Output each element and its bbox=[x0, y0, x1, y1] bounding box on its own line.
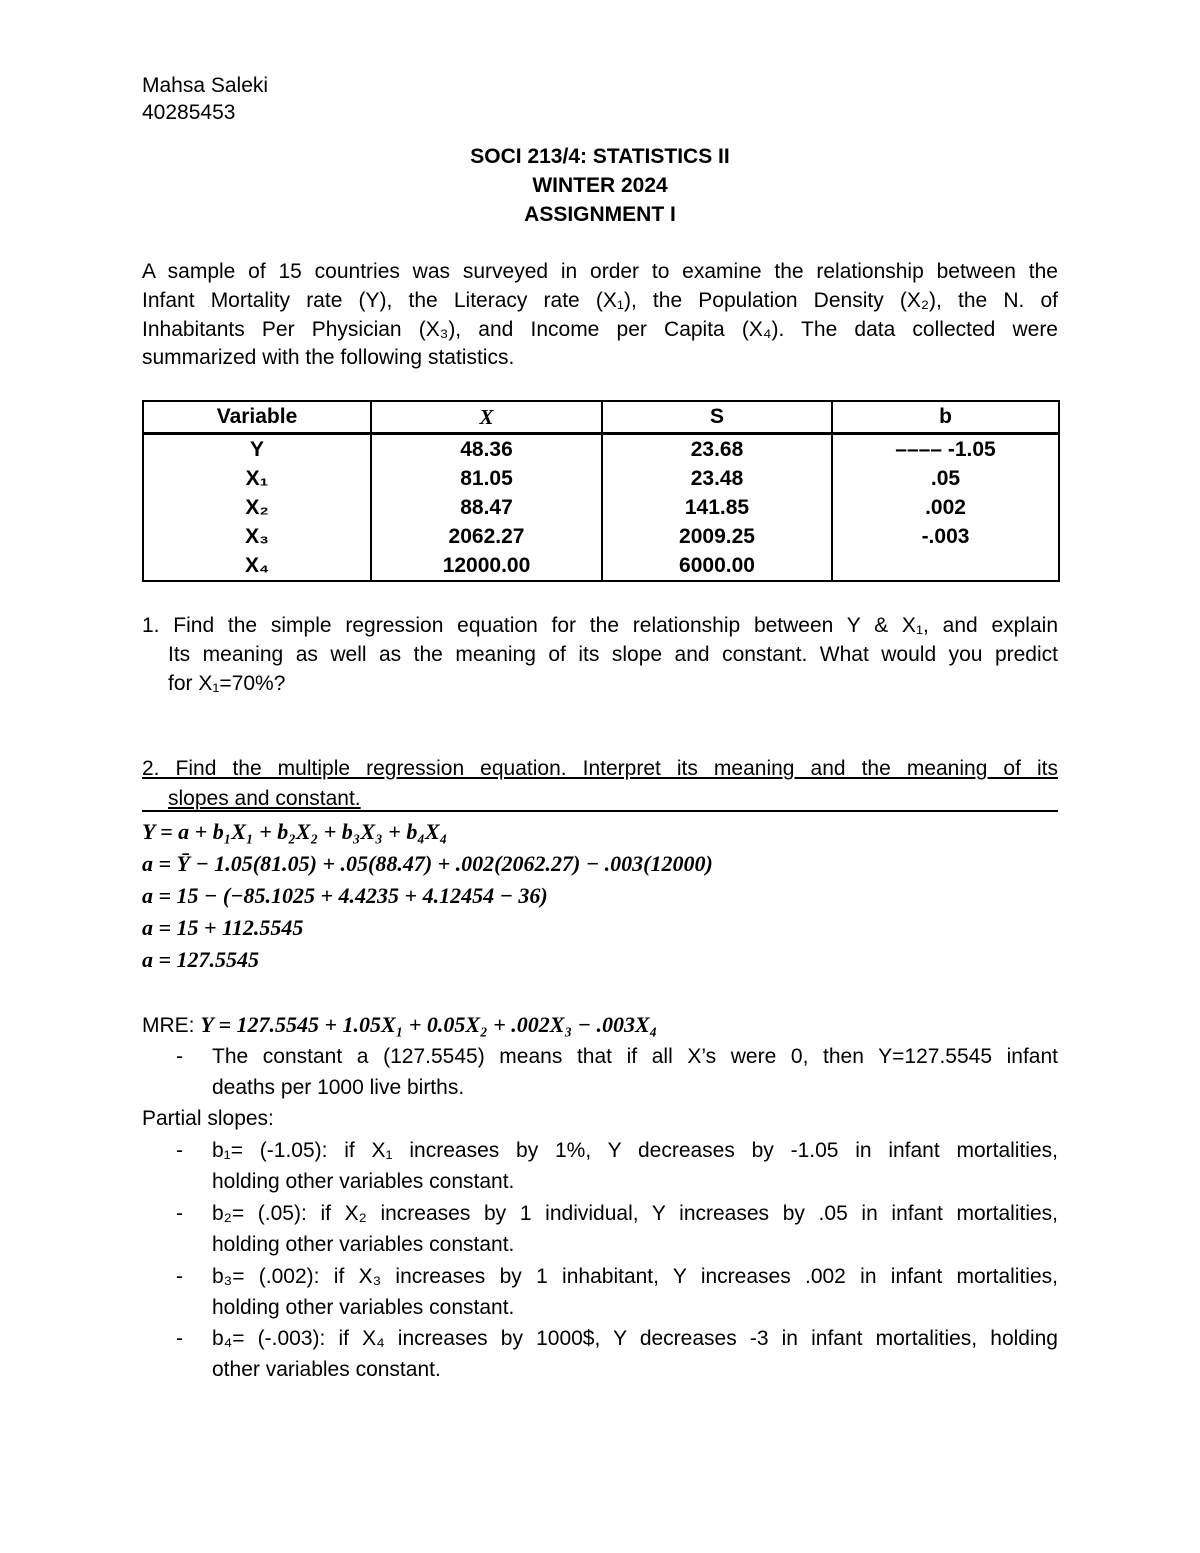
partial-slopes-heading: Partial slopes: bbox=[142, 1107, 274, 1130]
header-variable: Variable bbox=[143, 401, 371, 434]
table-row bbox=[143, 551, 1059, 581]
mre-line bbox=[142, 1011, 657, 1040]
term-title: WINTER 2024 bbox=[532, 174, 668, 197]
author-name: Mahsa Saleki bbox=[142, 74, 269, 97]
cell-mean: 81.05 bbox=[371, 464, 602, 493]
mre-equation: Y = 127.5545 + 1.05X₁ + 0.05X₂ + .002X₃ − .003X₄ bbox=[200, 1012, 658, 1037]
equation-a-step-2: a = 15 − (−85.1025 + 4.4235 + 4.12454 − 36) bbox=[142, 883, 548, 908]
cell-mean: 12000.00 bbox=[371, 551, 602, 581]
cell-slope: –––– -1.05 bbox=[832, 434, 1059, 465]
header-sd: S bbox=[602, 401, 832, 434]
cell-variable: X₂ bbox=[143, 493, 371, 522]
question-2-line-2 bbox=[168, 785, 361, 813]
q2-line-2-text: slopes and constant. bbox=[168, 787, 361, 810]
cell-variable: X₄ bbox=[143, 551, 371, 581]
intro-line-4: summarized with the following statistics. bbox=[142, 346, 515, 369]
table-row bbox=[143, 522, 1059, 551]
cell-mean: 2062.27 bbox=[371, 522, 602, 551]
cell-sd: 23.48 bbox=[602, 464, 832, 493]
constant-line-2: deaths per 1000 live births. bbox=[212, 1076, 465, 1099]
intro-line-1: A sample of 15 countries was surveyed in order to examine the relationship between the bbox=[142, 260, 1058, 283]
b2-line-1: b₂= (.05): if X₂ increases by 1 individual, Y increases by .05 in infant mortalities, bbox=[212, 1202, 1058, 1225]
equation-a-step-1: a = Ȳ − 1.05(81.05) + .05(88.47) + .002(2062.27) − .003(12000) bbox=[142, 851, 713, 876]
table-header-row bbox=[143, 401, 1059, 434]
underline-rule bbox=[142, 810, 1058, 812]
equation-a-result: a = 127.5545 bbox=[142, 947, 260, 972]
table-row bbox=[143, 434, 1059, 465]
question-1-line-3: for X₁=70%? bbox=[168, 672, 286, 695]
bullet-dash: - bbox=[176, 1202, 183, 1225]
bullet-dash: - bbox=[176, 1045, 183, 1068]
intro-line-3: Inhabitants Per Physician (X₃), and Income per Capita (X₄). The data collected were bbox=[142, 318, 1058, 341]
bullet-dash: - bbox=[176, 1265, 183, 1288]
header-mean: X bbox=[371, 401, 602, 434]
equation-general: Y = a + b₁X₁ + b₂X₂ + b₃X₃ + b₄X₄ bbox=[142, 819, 448, 844]
cell-mean: 48.36 bbox=[371, 434, 602, 465]
cell-slope: .002 bbox=[832, 493, 1059, 522]
b2-line-2: holding other variables constant. bbox=[212, 1233, 515, 1256]
bullet-dash: - bbox=[176, 1139, 183, 1162]
cell-slope bbox=[832, 551, 1059, 581]
b1-line-2: holding other variables constant. bbox=[212, 1170, 515, 1193]
constant-line-1: The constant a (127.5545) means that if all X’s were 0, then Y=127.5545 infant bbox=[212, 1045, 1058, 1068]
question-2-line-1 bbox=[142, 755, 1058, 783]
b3-line-1: b₃= (.002): if X₃ increases by 1 inhabitant, Y increases .002 in infant mortalities, bbox=[212, 1265, 1058, 1288]
cell-sd: 23.68 bbox=[602, 434, 832, 465]
intro-line-2: Infant Mortality rate (Y), the Literacy rate (X₁), the Population Density (X₂), the N. of bbox=[142, 289, 1058, 312]
header-slope: b bbox=[832, 401, 1059, 434]
cell-variable: X₃ bbox=[143, 522, 371, 551]
q2-line-1-text: 2. Find the multiple regression equation. Interpret its meaning and the meaning of its bbox=[142, 757, 1058, 780]
b4-line-1: b₄= (-.003): if X₄ increases by 1000$, Y decreases -3 in infant mortalities, holding bbox=[212, 1327, 1058, 1350]
b3-line-2: holding other variables constant. bbox=[212, 1296, 515, 1319]
b1-line-1: b₁= (-1.05): if X₁ increases by 1%, Y decreases by -1.05 in infant mortalities, bbox=[212, 1139, 1058, 1162]
table-row bbox=[143, 493, 1059, 522]
cell-variable: Y bbox=[143, 434, 371, 465]
course-title: SOCI 213/4: STATISTICS II bbox=[470, 145, 730, 168]
bullet-dash: - bbox=[176, 1327, 183, 1350]
assignment-title: ASSIGNMENT I bbox=[524, 203, 676, 226]
cell-slope: .05 bbox=[832, 464, 1059, 493]
mre-label: MRE: bbox=[142, 1014, 201, 1037]
statistics-table bbox=[142, 400, 1060, 582]
cell-sd: 2009.25 bbox=[602, 522, 832, 551]
question-1-line-2: Its meaning as well as the meaning of its slope and constant. What would you predict bbox=[168, 643, 1058, 666]
equation-a-step-3: a = 15 + 112.5545 bbox=[142, 915, 304, 940]
cell-variable: X₁ bbox=[143, 464, 371, 493]
cell-sd: 141.85 bbox=[602, 493, 832, 522]
table-row bbox=[143, 464, 1059, 493]
b4-line-2: other variables constant. bbox=[212, 1358, 441, 1381]
cell-mean: 88.47 bbox=[371, 493, 602, 522]
question-1-line-1: 1. Find the simple regression equation for the relationship between Y & X₁, and explain bbox=[142, 614, 1058, 637]
cell-slope: -.003 bbox=[832, 522, 1059, 551]
cell-sd: 6000.00 bbox=[602, 551, 832, 581]
student-id: 40285453 bbox=[142, 101, 236, 124]
